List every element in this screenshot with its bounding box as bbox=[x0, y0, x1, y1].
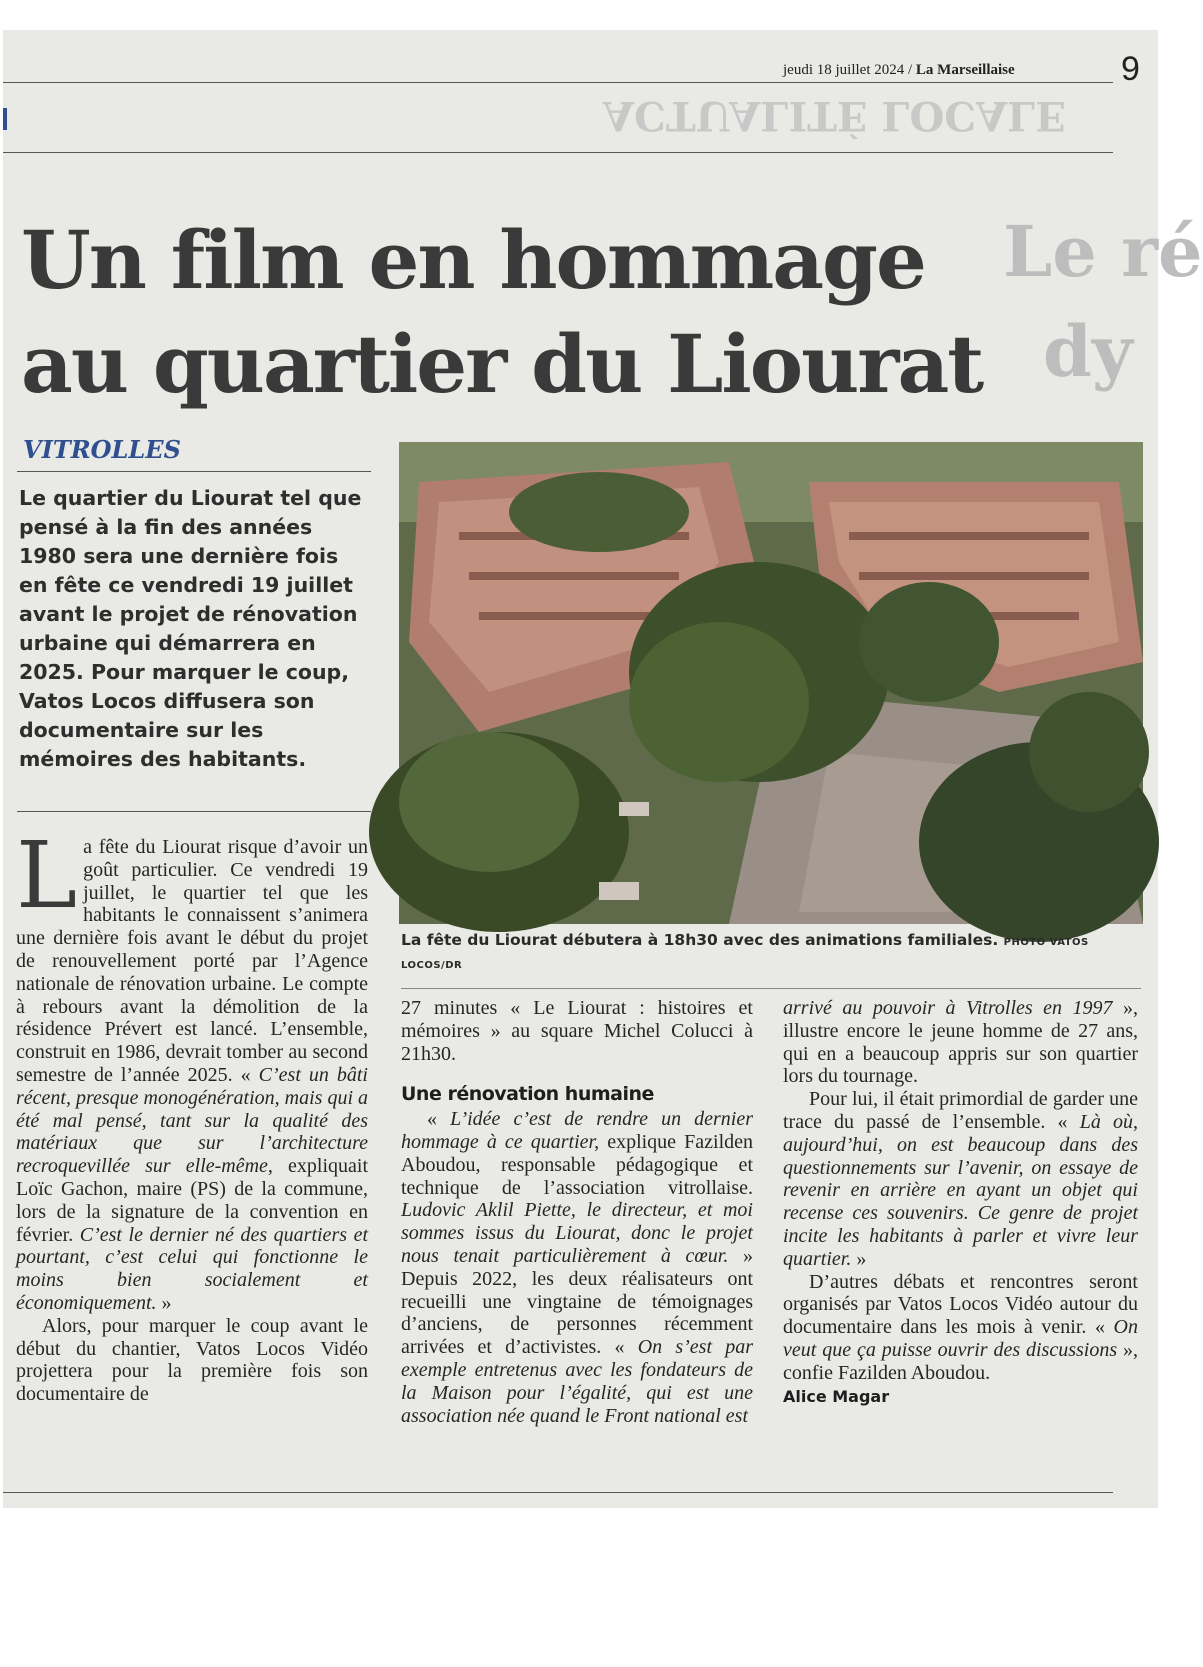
body-paragraph: 27 minutes « Le Liourat : histoires et mémoires » au square Michel Colucci à 21h30. bbox=[401, 997, 753, 1065]
headline-line-1: Un film en hommage bbox=[21, 213, 925, 307]
article-photo bbox=[399, 442, 1143, 924]
bleed-ghost-text: Le ré bbox=[1003, 210, 1203, 293]
body-rule bbox=[401, 988, 1141, 989]
body-column-2 bbox=[401, 997, 753, 1427]
photo-caption bbox=[401, 930, 1141, 976]
body-paragraph: arrivé au pouvoir à Vitrolles en 1997 », illustre encore le jeune homme de 27 ans, qui en a beaucoup appris sur son quartier lors du tournage. bbox=[783, 997, 1138, 1088]
article-headline bbox=[21, 208, 1001, 416]
body-column-3 bbox=[783, 997, 1138, 1408]
issue-date: jeudi 18 juillet 2024 bbox=[783, 62, 905, 78]
header-rule bbox=[3, 82, 1113, 83]
aerial-photo-illustration bbox=[399, 442, 1143, 924]
section-ghost-text: ACTUALITÉ LOCALE bbox=[603, 92, 1066, 139]
body-paragraph: La fête du Liourat risque d’avoir un goût particulier. Ce vendredi 19 juillet, le quartier tel que les habitants le connaissent s’animera une dernière fois avant le début du projet de renouvellement porté par l’Agence nationale de rénovation urbaine. Le compte à rebours avant la démolition de la résidence Prévert est lancé. L’ensemble, construit en 1986, devrait tomber au second semestre de l’année 2025. « C’est un bâti récent, presque monogénération, mais qui a été mal pensé, tant sur la qualité des matériaux que sur l’architecture recroquevillée sur elle-même, expliquait Loïc Gachon, maire (PS) de la commune, lors de la signature de la convention en février. C’est le dernier né des quartiers et pourtant, c’est celui qui fonctionne le moins bien socialement et économiquement. » bbox=[16, 822, 369, 1314]
header-dateline: jeudi 18 juillet 2024 / La Marseillaise bbox=[783, 62, 1015, 78]
bleed-ghost-text-2: dy bbox=[1043, 310, 1133, 393]
body-column-1 bbox=[16, 822, 369, 1406]
newspaper-clipping bbox=[3, 30, 1203, 1508]
chapeau-rule bbox=[17, 811, 371, 812]
left-edge-marker bbox=[3, 108, 7, 130]
footer-rule bbox=[3, 1492, 1113, 1493]
section-rule bbox=[3, 152, 1113, 153]
section-label-rule bbox=[17, 471, 371, 472]
page-number: 9 bbox=[1121, 50, 1140, 88]
section-label: VITROLLES bbox=[23, 435, 181, 464]
caption-text: La fête du Liourat débutera à 18h30 avec des animations familiales. bbox=[401, 931, 999, 949]
article-subhead: Une rénovation humaine bbox=[401, 1083, 654, 1106]
headline-line-2: au quartier du Liourat bbox=[21, 317, 983, 411]
body-paragraph: D’autres débats et rencontres seront organisés par Vatos Locos Vidéo autour du documentaire dans les mois à venir. « On veut que ça puisse ouvrir des discussions », confie Fazilden Aboudou. bbox=[783, 1270, 1139, 1384]
body-paragraph: Pour lui, il était primordial de garder une trace du passé de l’ensemble. « Là où, aujourd’hui, on est beaucoup dans des questionnements sur l’avenir, on essaye de revenir en arrière en ayant un objet qui recense ces souvenirs. Ce genre de projet incite les habitants à parler et vivre leur quartier. » bbox=[783, 1088, 1138, 1270]
body-paragraph: Alors, pour marquer le coup avant le début du chantier, Vatos Locos Vidéo projettera pour la première fois son documentaire de bbox=[16, 1314, 368, 1406]
publication-name: La Marseillaise bbox=[915, 62, 1015, 78]
photo-credit: PHOTO VATOS LOCOS/DR bbox=[401, 937, 1089, 971]
body-paragraph: « L’idée c’est de rendre un dernier hommage à ce quartier, explique Fazilden Aboudou, responsable pédagogique et technique de l’association vitrollaise. Ludovic Aklil Piette, le directeur, et moi sommes issus du Liourat, donc le projet nous tenait particulièrement à cœur. » Depuis 2022, les deux réalisateurs ont recueilli une vingtaine de témoignages d’anciens, de personnes récemment arrivées et d’activistes. « On s’est par exemple entretenus avec les fondateurs de la Maison pour l’égalité, qui est une association née quand le Front national est bbox=[401, 1108, 754, 1427]
article-chapeau: Le quartier du Liourat tel que pensé à la fin des années 1980 sera une dernière fois en fête ce vendredi 19 juillet avant le projet de rénovation urbaine qui démarrera en 2025. Pour marquer le coup, Vatos Locos diffusera son documentaire sur les mémoires des habitants. bbox=[19, 486, 362, 771]
article-byline: Alice Magar bbox=[783, 1386, 890, 1406]
drop-cap: L bbox=[16, 822, 78, 929]
